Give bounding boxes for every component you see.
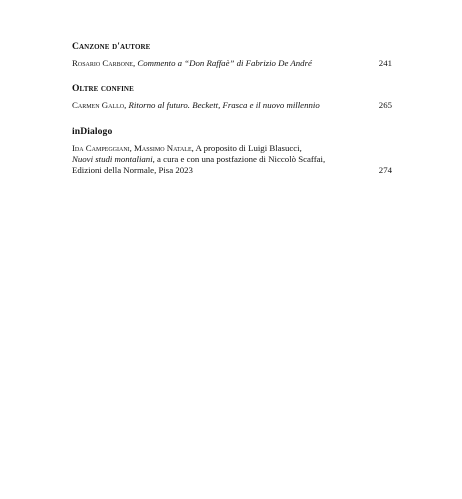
entry-separator: , — [124, 100, 129, 111]
section-canzone-d-autore — [72, 41, 392, 69]
toc-entry — [72, 143, 392, 177]
entry-title: Ritorno al futuro. Beckett, Frasca e il nuovo millennio — [128, 100, 320, 111]
entry-separator: , — [132, 58, 138, 68]
entry-page-number: 274 — [378, 165, 392, 176]
entry-page-number: 265 — [378, 100, 392, 111]
entry-title: Nuovi studi montaliani — [72, 153, 153, 164]
section-indialogo — [72, 126, 392, 177]
entry-authors: Ida Campeggiani, Massimo Natale — [72, 142, 192, 153]
entry-title: Commento a “Don Raffaè” di Fabrizio De André — [137, 58, 312, 68]
entry-line-1 — [72, 143, 364, 154]
table-of-contents — [72, 41, 392, 190]
toc-entry — [72, 100, 392, 111]
entry-page-number: 241 — [378, 58, 392, 68]
section-heading: Oltre confine — [72, 83, 134, 95]
entry-text: , a cura e con una postfazione di Niccolò Scaffai, — [152, 153, 326, 164]
toc-entry — [72, 58, 392, 69]
entry-text: , A proposito di Luigi Blasucci, — [191, 142, 302, 153]
entry-line-3: Edizioni della Normale, Pisa 2023 — [72, 165, 193, 176]
entry-line-2 — [72, 154, 364, 165]
entry-author: Carmen Gallo — [72, 100, 125, 111]
entry-author: Rosario Carbone — [72, 58, 133, 68]
section-oltre-confine — [72, 83, 392, 111]
section-heading: Canzone d'autore — [72, 41, 151, 52]
section-heading: inDialogo — [72, 125, 113, 137]
